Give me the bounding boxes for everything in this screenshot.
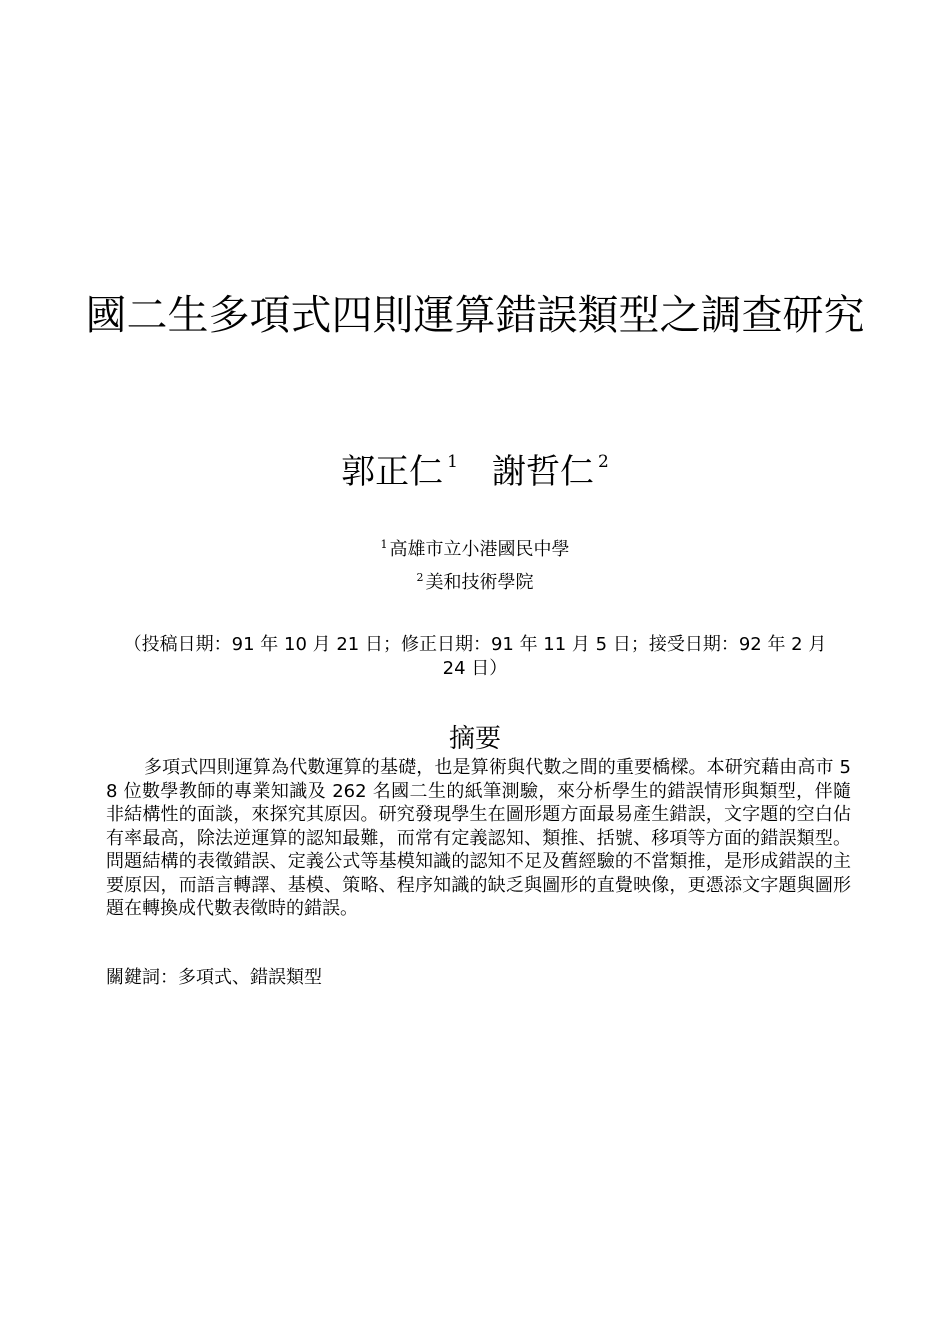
abstract-body: 多項式四則運算為代數運算的基礎，也是算術與代數之間的重要橋樑。本研究藉由高市 58 位數學教師的專業知識及 262 名國二生的紙筆測驗，來分析學生的錯誤情形與類型，伴隨非結構性的面談，來探究其原因。研究發現學生在圖形題方面最易產生錯誤，文字題的空白佔有率最高，除法逆運算的認知最難，而常有定義認知、類推、括號、移項等方面的錯誤類型。問題結構的表徵錯誤、定義公式等基模知識的認知不足及舊經驗的不當類推，是形成錯誤的主要原因，而語言轉譯、基模、策略、程序知識的缺乏與圖形的直覺映像，更憑添文字題與圖形題在轉換成代數表徵時的錯誤。 xyxy=(106,757,851,919)
keywords: 關鍵詞：多項式、錯誤類型 xyxy=(106,967,322,988)
affiliation-1-superscript: 1 xyxy=(380,538,388,551)
affiliation-2 xyxy=(0,566,950,595)
affiliation-2-text: 美和技術學院 xyxy=(425,572,534,593)
paper-title: 國二生多項式四則運算錯誤類型之調查研究 xyxy=(85,291,865,339)
author-1 xyxy=(341,440,458,494)
author-1-name: 郭正仁 xyxy=(341,452,444,492)
affiliation-1-text: 高雄市立小港國民中學 xyxy=(389,539,570,560)
author-2-name: 謝哲仁 xyxy=(492,452,594,492)
affiliation-2-superscript: 2 xyxy=(416,571,424,584)
author-line xyxy=(0,440,950,494)
abstract-heading: 摘要 xyxy=(448,724,501,754)
submission-dates: （投稿日期：91 年 10 月 21 日；修正日期：91 年 11 月 5 日；接受日期：92 年 2 月 24 日） xyxy=(123,634,827,679)
author-2 xyxy=(492,440,609,494)
author-1-superscript: 1 xyxy=(447,452,458,472)
author-2-superscript: 2 xyxy=(598,452,609,472)
affiliation-1 xyxy=(0,533,950,562)
